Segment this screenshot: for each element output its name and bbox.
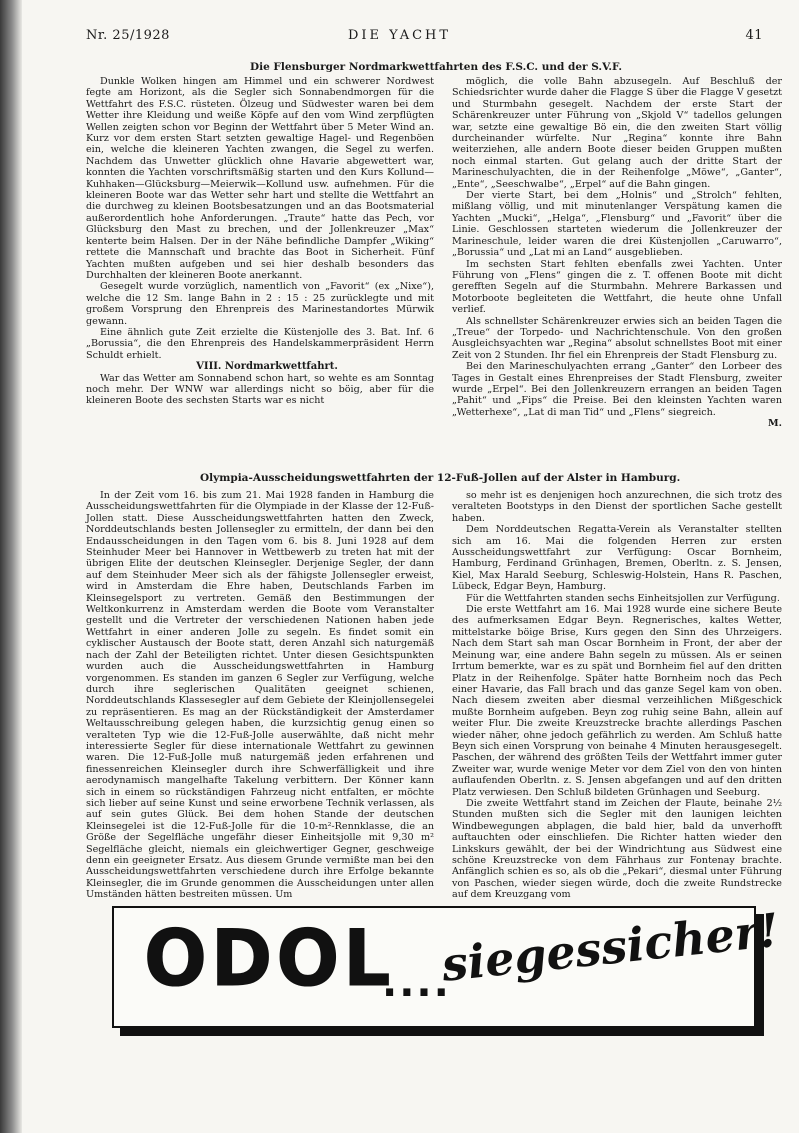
article1-subheading: VIII. Nordmarkwettfahrt.	[196, 361, 338, 373]
advertisement-slogan: siegessicher!	[439, 902, 782, 992]
article2-right-column	[452, 490, 782, 901]
book-spine-shadow	[0, 0, 22, 1133]
article2-title: Olympia-Ausscheidungswettfahrten der 12-Fuß-Jollen auf der Alster in Hamburg.	[200, 472, 681, 484]
article2-right-paragraph: Dem Norddeutschen Regatta-Verein als Veranstalter stellten sich am 16. Mai die folgenden Herren zur ersten Ausscheidungswettfahrt zur Verfügung: Oscar Bornheim, Hamburg, Ferdinand Grünhagen, Bremen, Oberltn. z. S. Jensen, Kiel, Max Harald Seeburg, Schleswig-Holstein, Hans R. Paschen, Lübeck, Edgar Beyn, Hamburg.	[452, 524, 782, 593]
advertisement-frame	[112, 902, 782, 1028]
magazine-title: DIE YACHT	[347, 28, 452, 43]
article1-right-paragraph: Der vierte Start, bei dem „Holnis“ und „Strolch“ fehlten, mißlang völlig, und mit minutenlanger Verspätung kamen die Yachten „Mucki“, „Helga“, „Flensburg“ und „Favorit“ über die Linie. Geschlossen starteten wiederum die Jollenkreuzer der Marineschule, leider waren die drei Küstenjollen „Caruwarro“, „Borussia“ und „Lat mi an Land“ ausgeblieben.	[452, 190, 782, 259]
article2-left-paragraph: In der Zeit vom 16. bis zum 21. Mai 1928 fanden in Hamburg die Ausscheidungswettfahrten für die Olympiade in der Klasse der 12-Fuß-Jollen statt. Diese Ausscheidungswettfahrten hatten den Zweck, Norddeutschlands besten Jollensegler zu ermitteln, der dann bei den Endausscheidungen in den Tagen vom 6. bis 8. Juni 1928 auf dem Steinhuder Meer bei Hannover in Wettbewerb zu treten hat mit der übrigen Elite der deutschen Kleinsegler. Derjenige Segler, der dann auf dem Steinhuder Meer sich als der fähigste Jollensegler erweist, wird in Amsterdam die Ehre haben, Deutschlands Farben im Kleinsegelsport zu vertreten. Gemäß den Bestimmungen der Weltkonkurrenz in Amsterdam werden die Boote vom Veranstalter gestellt und die Vertreter der verschiedenen Nationen haben jede Wettfahrt in einer anderen Jolle zu segeln. Es findet somit ein cyklischer Austausch der Boote statt, deren Anzahl sich naturgemäß nach der Zahl der Beteiligten richtet. Unter diesen Gesichtspunkten wurden auch die Ausscheidungswettfahrten in Hamburg vorgenommen. Es standen im ganzen 6 Segler zur Verfügung, welche durch ihre seglerischen Qualitäten geeignet schienen, Norddeutschlands Klassesegler auf dem Gebiete der Kleinjollensegelei zu repräsentieren. Es mag an der Rückständigkeit der Amsterdamer Weltausschreibung gelegen haben, die kurzsichtig genug einen so veralteten Typ wie die 12-Fuß-Jolle auserwählte, daß nicht mehr interessierte Segler für diese internationale Wettfahrt zu gewinnen waren. Die 12-Fuß-Jolle muß naturgemäß jeden erfahrenen und finessenreichen Kleinsegler durch ihre Schwerfälligkeit und ihre aerodynamisch mangelhafte Takelung verbittern. Der Könner kann sich in einem so rückständigen Fahrzeug nicht entfalten, er möchte sich lieber auf seine Kunst und seine erworbene Technik verlassen, als auf sein gutes Glück. Bei dem hohen Stande der deutschen Kleinsegelei ist die 12-Fuß-Jolle für die 10-m²-Rennklasse, die an Größe der Segelfläche ungefähr dieser Einheitsjolle mit 9,30 m² Segelfläche gleicht, niemals ein gleichwertiger Gegner, geschweige denn ein geeigneter Ersatz. Aus diesem Grunde vermißte man bei den Ausscheidungswettfahrten verschiedene durch ihre Erfolge bekannte Kleinsegler, die im Grunde genommen die Ausscheidungen unter allen Umständen hätten bestreiten müssen. Um	[86, 490, 434, 901]
page-number: 41	[745, 28, 763, 43]
article1-left-column	[86, 76, 434, 460]
article2-right-paragraph: Die zweite Wettfahrt stand im Zeichen der Flaute, beinahe 2½ Stunden mußten sich die Segler mit den launigen leichten Windbewegungen abplagen, die bald hier, bald da unverhofft auftauchten oder einschliefen. Die Richter hatten wieder den Linkskurs gewählt, der bei der Windrichtung aus Südwest eine schöne Kreuzstrecke von dem Fährhaus zur Fontenay brachte. Anfänglich schien es so, als ob die „Pekari“, diesmal unter Führung von Paschen, wieder siegen würde, doch die zweite Rundstrecke auf dem Kreuzgang vom	[452, 797, 782, 901]
article1-left-paragraph: War das Wetter am Sonnabend schon hart, so wehte es am Sonntag noch mehr. Der WNW war allerdings nicht so böig, aber für die kleineren Boote des sechsten Starts war es nicht	[86, 372, 434, 407]
article1-left-paragraph: Eine ähnlich gute Zeit erzielte die Küstenjolle des 3. Bat. Inf. 6 „Borussia“, die den Ehrenpreis des Handelskammerpräsident Herrn Schuldt erhielt.	[86, 326, 434, 361]
article1-right-paragraph: möglich, die volle Bahn abzusegeln. Auf Beschluß der Schiedsrichter wurde daher die Flagge S über die Flagge V gesetzt und Sturmbahn gesegelt. Nachdem der erste Start der Schärenkreuzer unter Führung von „Skjold V“ tadellos gelungen war, setzte eine gewaltige Bö ein, die den zweiten Start völlig durcheinander würfelte. Nur „Regina“ konnte ihre Bahn weiterziehen, alle andern Boote dieser beiden Gruppen mußten noch einmal starten. Gut gelang auch der dritte Start der Marineschulyachten, die in der Reihenfolge „Möwe“, „Ganter“, „Ente“, „Seeschwalbe“, „Erpel“ auf die Bahn gingen.	[452, 76, 782, 190]
article2-right-paragraph: so mehr ist es denjenigen hoch anzurechnen, die sich trotz des veralteten Bootstyps in den Dienst der sportlichen Sache gestellt haben.	[452, 490, 782, 524]
advertisement-brand: ODOL	[144, 913, 395, 1005]
article2-left-column	[86, 490, 434, 901]
article1-right-paragraph: Als schnellster Schärenkreuzer erwies sich an beiden Tagen die „Treue“ der Torpedo- und Nachrichtenschule. Von den großen Ausgleichsyachten war „Regina“ absolut schnellstes Boot mit einer Zeit von 2 Stunden. Ihr fiel ein Ehrenpreis der Stadt Flensburg zu.	[452, 315, 782, 361]
article1-right-paragraph: Im sechsten Start fehlten ebenfalls zwei Yachten. Unter Führung von „Flens“ gingen die z. T. offenen Boote mit dicht gerefften Segeln auf die Sturmbahn. Mehrere Barkassen und Motorboote begleiteten die Wettfahrt, die heute ohne Unfall verlief.	[452, 258, 782, 316]
article1-right-paragraph: Bei den Marineschulyachten errang „Ganter“ den Lorbeer des Tages in Gestalt eines Ehrenpreises der Stadt Flensburg, zweiter wurde „Erpel“. Bei den Jollenkreuzern errangen an beiden Tagen „Pahit“ und „Fips“ die Preise. Bei den kleinsten Yachten waren „Wetterhexe“, „Lat di man Tid“ und „Flens“ siegreich.	[452, 361, 782, 418]
article1-right-column	[452, 76, 782, 466]
advertisement-dots: ....	[382, 960, 451, 1006]
article2-right-paragraph: Für die Wettfahrten standen sechs Einheitsjollen zur Verfügung.	[466, 592, 780, 604]
article1-signature: M.	[768, 418, 782, 430]
article1-left-paragraph: Gesegelt wurde vorzüglich, namentlich von „Favorit“ (ex „Nixe“), welche die 12 Sm. lange Bahn in 2 : 15 : 25 zurücklegte und mit großem Vorsprung den Ehrenpreis des Marinestandortes Mürwik gewann.	[86, 281, 434, 327]
article1-title: Die Flensburger Nordmarkwettfahrten des F.S.C. und der S.V.F.	[250, 61, 623, 73]
article2-right-paragraph: Die erste Wettfahrt am 16. Mai 1928 wurde eine sichere Beute des aufmerksamen Edgar Beyn. Regnerisches, kaltes Wetter, mittelstarke böige Brise, Kurs gegen den Sinn des Uhrzeigers. Nach dem Start sah man Oscar Bornheim in Front, der aber der Meinung war, eine andere Bahn segeln zu müssen. Als er seinen Irrtum bemerkte, war es zu spät und Bornheim fiel auf den dritten Platz in der Reihenfolge. Später hatte Bornheim noch das Pech einer Havarie, das Fall brach und das ganze Segel kam von oben. Nach diesem zweiten aber diesmal verzeihlichen Mißgeschick mußte Bornheim aufgeben. Beyn zog ruhig seine Bahn, allein auf weiter Flur. Die zweite Kreuzstrecke brachte allerdings Paschen wieder näher, ohne jedoch gefährlich zu werden. Am Schluß hatte Beyn sich einen Vorsprung von beinahe 4 Minuten herausgesegelt. Paschen, der während des größten Teils der Wettfahrt immer guter Zweiter war, wurde wenige Meter vor dem Ziel von den von hinten auflaufenden Oberltn. z. S. Jensen abgefangen und auf den dritten Platz verwiesen. Den Schluß bildeten Grünhagen und Seeburg.	[452, 604, 782, 798]
odol-advertisement	[112, 902, 782, 1034]
issue-number: Nr. 25/1928	[86, 28, 170, 43]
article1-left-paragraph: Dunkle Wolken hingen am Himmel und ein schwerer Nordwest fegte am Horizont, als die Segler sich Sonnabendmorgen für die Wettfahrt des F.S.C. rüsteten. Ölzeug und Südwester waren bei dem Wetter ihre Kleidung und weiße Köpfe auf den vom Wind zerpflügten Wellen zeigten schon vor Beginn der Wettfahrt über 5 Meter Wind an. Kurz vor dem ersten Start setzten gewaltige Hagel- und Regenböen ein, welche die kleineren Yachten zwangen, die Segel zu werfen. Nachdem das Unwetter glücklich ohne Havarie abgewettert war, konnten die Yachten vorschriftsmäßig starten und den Kurs Kollund—Kuhhaken—Glücksburg—Meierwik—Kollund usw. aufnehmen. Für die kleineren Boote war das Wetter sehr hart und stellte die Wettfahrt an die durchweg zu kleinen Bootsbesatzungen und an das Bootsmaterial außerordentlich hohe Anforderungen. „Traute“ hatte das Pech, vor Glücksburg den Mast zu brechen, und der Jollenkreuzer „Max“ kenterte beim Halsen. Der in der Nähe befindliche Dampfer „Wiking“ rettete die Mannschaft und brachte das Boot in Sicherheit. Fünf Yachten mußten aufgeben und sei hier deshalb besonders das Durchhalten der kleineren Boote anerkannt.	[86, 76, 434, 281]
